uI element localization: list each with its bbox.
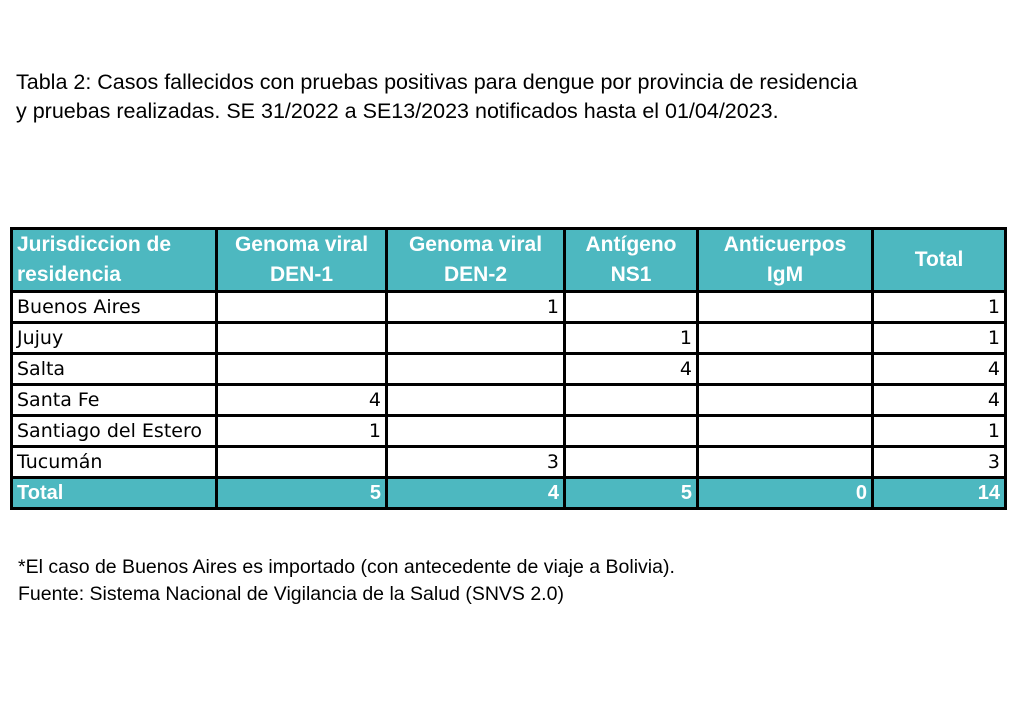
table-row [12,447,1006,478]
total-igm: 0 [698,478,873,509]
cell-ns1 [565,447,698,478]
header-jurisdiccion: Jurisdiccion de residencia [12,229,217,292]
cell-ns1 [565,385,698,416]
table-row [12,385,1006,416]
cell-den1 [217,323,387,354]
table-row [12,416,1006,447]
total-row [12,478,1006,509]
header-den2: Genoma viral DEN-2 [387,229,565,292]
cell-igm [698,354,873,385]
caption-line-2: y pruebas realizadas. SE 31/2022 a SE13/2023 notificados hasta el 01/04/2023. [16,99,779,123]
header-total: Total [873,229,1006,292]
total-label: Total [12,478,217,509]
table-caption [16,68,1016,126]
cell-den1 [217,292,387,323]
cell-den2: 3 [387,447,565,478]
cell-ns1: 4 [565,354,698,385]
cell-ns1: 1 [565,323,698,354]
header-ns1: Antígeno NS1 [565,229,698,292]
table-row [12,292,1006,323]
caption-line-1: Tabla 2: Casos fallecidos con pruebas positivas para dengue por provincia de residencia [16,70,858,94]
cell-den1 [217,354,387,385]
cases-table [10,227,1007,510]
row-province: Tucumán [12,447,217,478]
row-province: Santiago del Estero [12,416,217,447]
total-ns1: 5 [565,478,698,509]
cell-total: 3 [873,447,1006,478]
cell-den2 [387,385,565,416]
cell-igm [698,292,873,323]
cell-total: 1 [873,323,1006,354]
cell-den2 [387,323,565,354]
header-igm: Anticuerpos IgM [698,229,873,292]
row-province: Salta [12,354,217,385]
cell-igm [698,385,873,416]
cell-total: 1 [873,416,1006,447]
row-province: Buenos Aires [12,292,217,323]
cell-den2: 1 [387,292,565,323]
total-all: 14 [873,478,1006,509]
table-notes [18,554,675,608]
note-import: *El caso de Buenos Aires es importado (con antecedente de viaje a Bolivia). [18,556,675,578]
cell-den2 [387,416,565,447]
header-den1: Genoma viral DEN-1 [217,229,387,292]
cell-igm [698,416,873,447]
cell-total: 4 [873,385,1006,416]
table-row [12,354,1006,385]
row-province: Santa Fe [12,385,217,416]
cell-total: 1 [873,292,1006,323]
table-row [12,323,1006,354]
cell-den2 [387,354,565,385]
header-row [12,229,1006,292]
cell-total: 4 [873,354,1006,385]
cell-ns1 [565,416,698,447]
cell-den1: 1 [217,416,387,447]
cell-igm [698,323,873,354]
note-source: Fuente: Sistema Nacional de Vigilancia de la Salud (SNVS 2.0) [18,583,564,605]
cell-igm [698,447,873,478]
total-den1: 5 [217,478,387,509]
total-den2: 4 [387,478,565,509]
cell-den1 [217,447,387,478]
cell-den1: 4 [217,385,387,416]
cell-ns1 [565,292,698,323]
row-province: Jujuy [12,323,217,354]
